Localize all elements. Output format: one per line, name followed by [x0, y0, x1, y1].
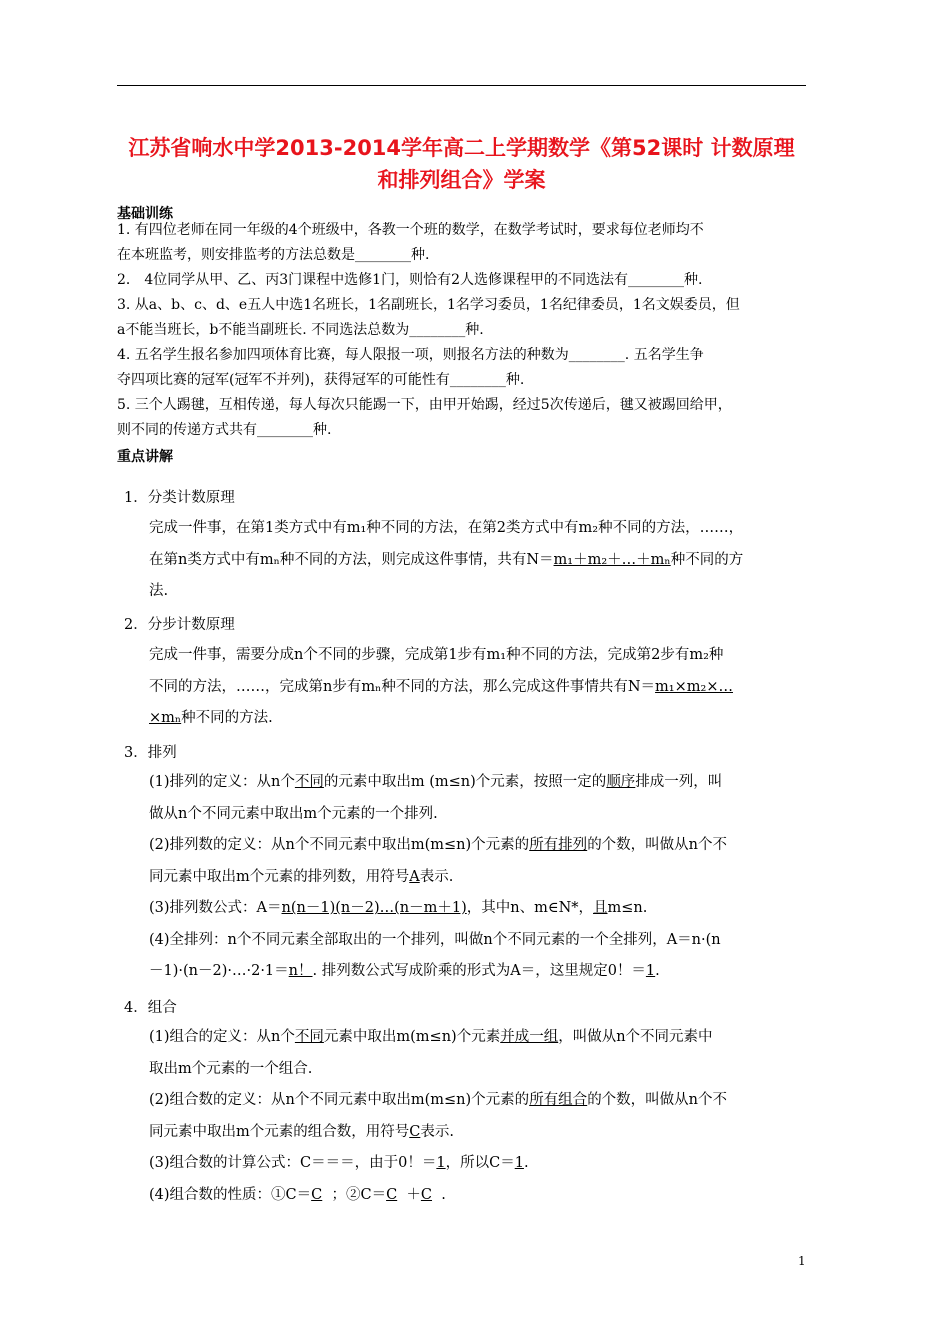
subsection-4-body — [149, 1022, 813, 1211]
basic-exercises — [117, 218, 813, 443]
s4-text: . — [523, 1155, 529, 1171]
s4-answer: 不同 — [294, 1029, 324, 1045]
s4-text: (1)组合的定义：从n个 — [149, 1029, 295, 1045]
subsection-1-heading: 1．分类计数原理 — [124, 490, 235, 506]
s3-line-2: 做从n个不同元素中取出m个元素的一个排列. — [149, 805, 438, 822]
s3-line-1 — [149, 767, 813, 799]
s4-answer: 所有组合 — [529, 1092, 588, 1108]
s3-text: . — [655, 963, 660, 979]
s3-answer: 所有排列 — [529, 837, 588, 853]
subsection-2-heading: 2．分步计数原理 — [124, 617, 235, 633]
s4-text: ，叫做从n个不同元素中 — [558, 1029, 713, 1045]
s3-text: (3)排列数公式：A＝ — [149, 900, 282, 916]
s4-line-6 — [149, 1180, 813, 1212]
s4-answer: C — [386, 1186, 398, 1203]
s4-text: (4)组合数的性质：①C＝ — [149, 1186, 312, 1203]
s3-text: 排成一列，叫 — [635, 774, 723, 790]
question-4-line-1: 4. 五名学生报名参加四项体育比赛，每人限报一项，则报名方法的种数为________. 五名学生争 — [117, 347, 704, 363]
s4-answer: 1 — [514, 1155, 524, 1171]
s1-line-1: 完成一件事，在第1类方式中有m₁种不同的方法，在第2类方式中有m₂种不同的方法，……， — [149, 520, 744, 536]
s3-answer: 不同 — [294, 774, 324, 790]
s4-answer: 1 — [436, 1155, 446, 1171]
s3-answer: n！ — [288, 963, 313, 979]
s2-text: 不同的方法，……，完成第n步有mₙ种不同的方法，那么完成这件事情共有N＝ — [149, 678, 656, 695]
s4-text: ，所以C＝ — [445, 1155, 515, 1171]
s2-line-2 — [149, 672, 813, 704]
question-1-line-1: 1. 有四位老师在同一年级的4个班级中，各教一个班的数学，在数学考试时，要求每位老师均不 — [117, 222, 704, 238]
header-rule — [117, 85, 806, 86]
s4-text: 表示. — [420, 1123, 454, 1140]
s3-answer: A — [409, 868, 420, 885]
s3-line-4 — [149, 862, 813, 894]
s3-line-5 — [149, 893, 813, 925]
title-line-2: 和排列组合》学案 — [377, 168, 546, 192]
s4-text: ＋ — [406, 1186, 421, 1203]
s4-answer: C — [409, 1123, 421, 1140]
s4-line-5 — [149, 1148, 813, 1180]
question-5-line-2: 则不同的传递方式共有________种. — [117, 422, 332, 438]
s4-text: (2)组合数的定义：从n个不同元素中取出m(m≤n)个元素的 — [149, 1092, 530, 1108]
question-1-line-2: 在本班监考，则安排监考的方法总数是________种. — [117, 247, 430, 263]
question-3-line-2: a不能当班长，b不能当副班长. 不同选法总数为________种. — [117, 322, 484, 338]
s3-text: ，其中n、m∈N*， — [466, 900, 594, 916]
s3-answer: 1 — [645, 963, 656, 979]
s1-line-2 — [149, 545, 813, 577]
s4-line-1 — [149, 1022, 813, 1054]
question-3-line-1: 3. 从a、b、c、d、e五人中选1名班长，1名副班长，1名学习委员，1名纪律委员，1名文娱委员，但 — [117, 297, 740, 313]
s3-answer: 且 — [593, 900, 608, 916]
s4-answer: C — [311, 1186, 323, 1203]
s3-text: m≤n. — [607, 900, 648, 916]
s1-line-3: 法. — [149, 583, 169, 599]
s4-text: 的个数，叫做从n个不 — [587, 1092, 728, 1108]
s4-text: (3)组合数的计算公式：C＝＝＝，由于0！＝ — [149, 1155, 437, 1171]
question-4-line-2: 夺四项比赛的冠军(冠军不并列)，获得冠军的可能性有________种. — [117, 372, 525, 388]
s2-answer: ×mₙ — [149, 710, 182, 726]
subsection-2-body — [149, 640, 813, 735]
subsection-3-body — [149, 767, 813, 988]
s4-text: 元素中取出m(m≤n)个元素 — [323, 1029, 501, 1045]
question-2: 2． 4位同学从甲、乙、丙3门课程中选修1门，则恰有2人选修课程甲的不同选法有________种. — [117, 272, 703, 288]
s4-line-2: 取出m个元素的一个组合. — [149, 1060, 313, 1077]
subsection-1-body — [149, 513, 813, 608]
s1-text: 种不同的方 — [670, 551, 744, 568]
subsection-3-heading: 3．排列 — [124, 745, 177, 761]
s3-line-6: (4)全排列：n个不同元素全部取出的一个排列，叫做n个不同元素的一个全排列，A＝n·(n — [149, 931, 721, 948]
s3-answer: n(n－1)(n－2)…(n－m＋1) — [281, 900, 467, 916]
s2-answer: m₁×m₂×… — [655, 678, 733, 695]
section-heading-basic: 基础训练 — [117, 206, 173, 222]
s4-answer: C — [420, 1186, 433, 1203]
s4-answer: 并成一组 — [500, 1029, 559, 1045]
s4-text: 同元素中取出m个元素的组合数，用符号 — [149, 1123, 410, 1140]
s4-line-3 — [149, 1085, 813, 1117]
section-heading-key: 重点讲解 — [117, 449, 173, 465]
s3-text: 表示. — [419, 868, 454, 885]
document-title — [100, 132, 823, 196]
title-line-1: 江苏省响水中学2013-2014学年高二上学期数学《第52课时 计数原理 — [128, 136, 795, 160]
s2-line-3 — [149, 703, 813, 735]
s3-text: (1)排列的定义：从n个 — [149, 774, 295, 790]
s3-text: －1)·(n－2)·…·2·1＝ — [149, 963, 289, 979]
s3-answer: 顺序 — [606, 774, 636, 790]
subsection-4-heading: 4．组合 — [124, 1000, 177, 1016]
s3-line-7 — [149, 956, 813, 988]
s1-text: 在第n类方式中有mₙ种不同的方法，则完成这件事情，共有N＝ — [149, 551, 554, 568]
s4-text: ；②C＝ — [331, 1186, 387, 1203]
page-number: 1 — [798, 1254, 806, 1268]
s3-text: 的个数，叫做从n个不 — [587, 837, 728, 853]
s3-line-3 — [149, 830, 813, 862]
s3-text: 同元素中取出m个元素的排列数，用符号 — [149, 868, 410, 885]
s3-text: (2)排列数的定义：从n个不同元素中取出m(m≤n)个元素的 — [149, 837, 530, 853]
s3-text: 的元素中取出m (m≤n)个元素，按照一定的 — [323, 774, 607, 790]
s2-line-1: 完成一件事，需要分成n个不同的步骤，完成第1步有m₁种不同的方法，完成第2步有m₂种 — [149, 647, 724, 663]
s4-line-4 — [149, 1117, 813, 1149]
s3-text: . 排列数公式写成阶乘的形式为A＝，这里规定0！＝ — [312, 963, 646, 979]
s4-text: . — [441, 1186, 446, 1203]
s1-answer: m₁＋m₂＋…＋mₙ — [553, 551, 671, 568]
s2-text: 种不同的方法. — [181, 710, 273, 726]
question-5-line-1: 5. 三个人踢毽，互相传递，每人每次只能踢一下，由甲开始踢，经过5次传递后，毽又被踢回给甲， — [117, 397, 732, 413]
